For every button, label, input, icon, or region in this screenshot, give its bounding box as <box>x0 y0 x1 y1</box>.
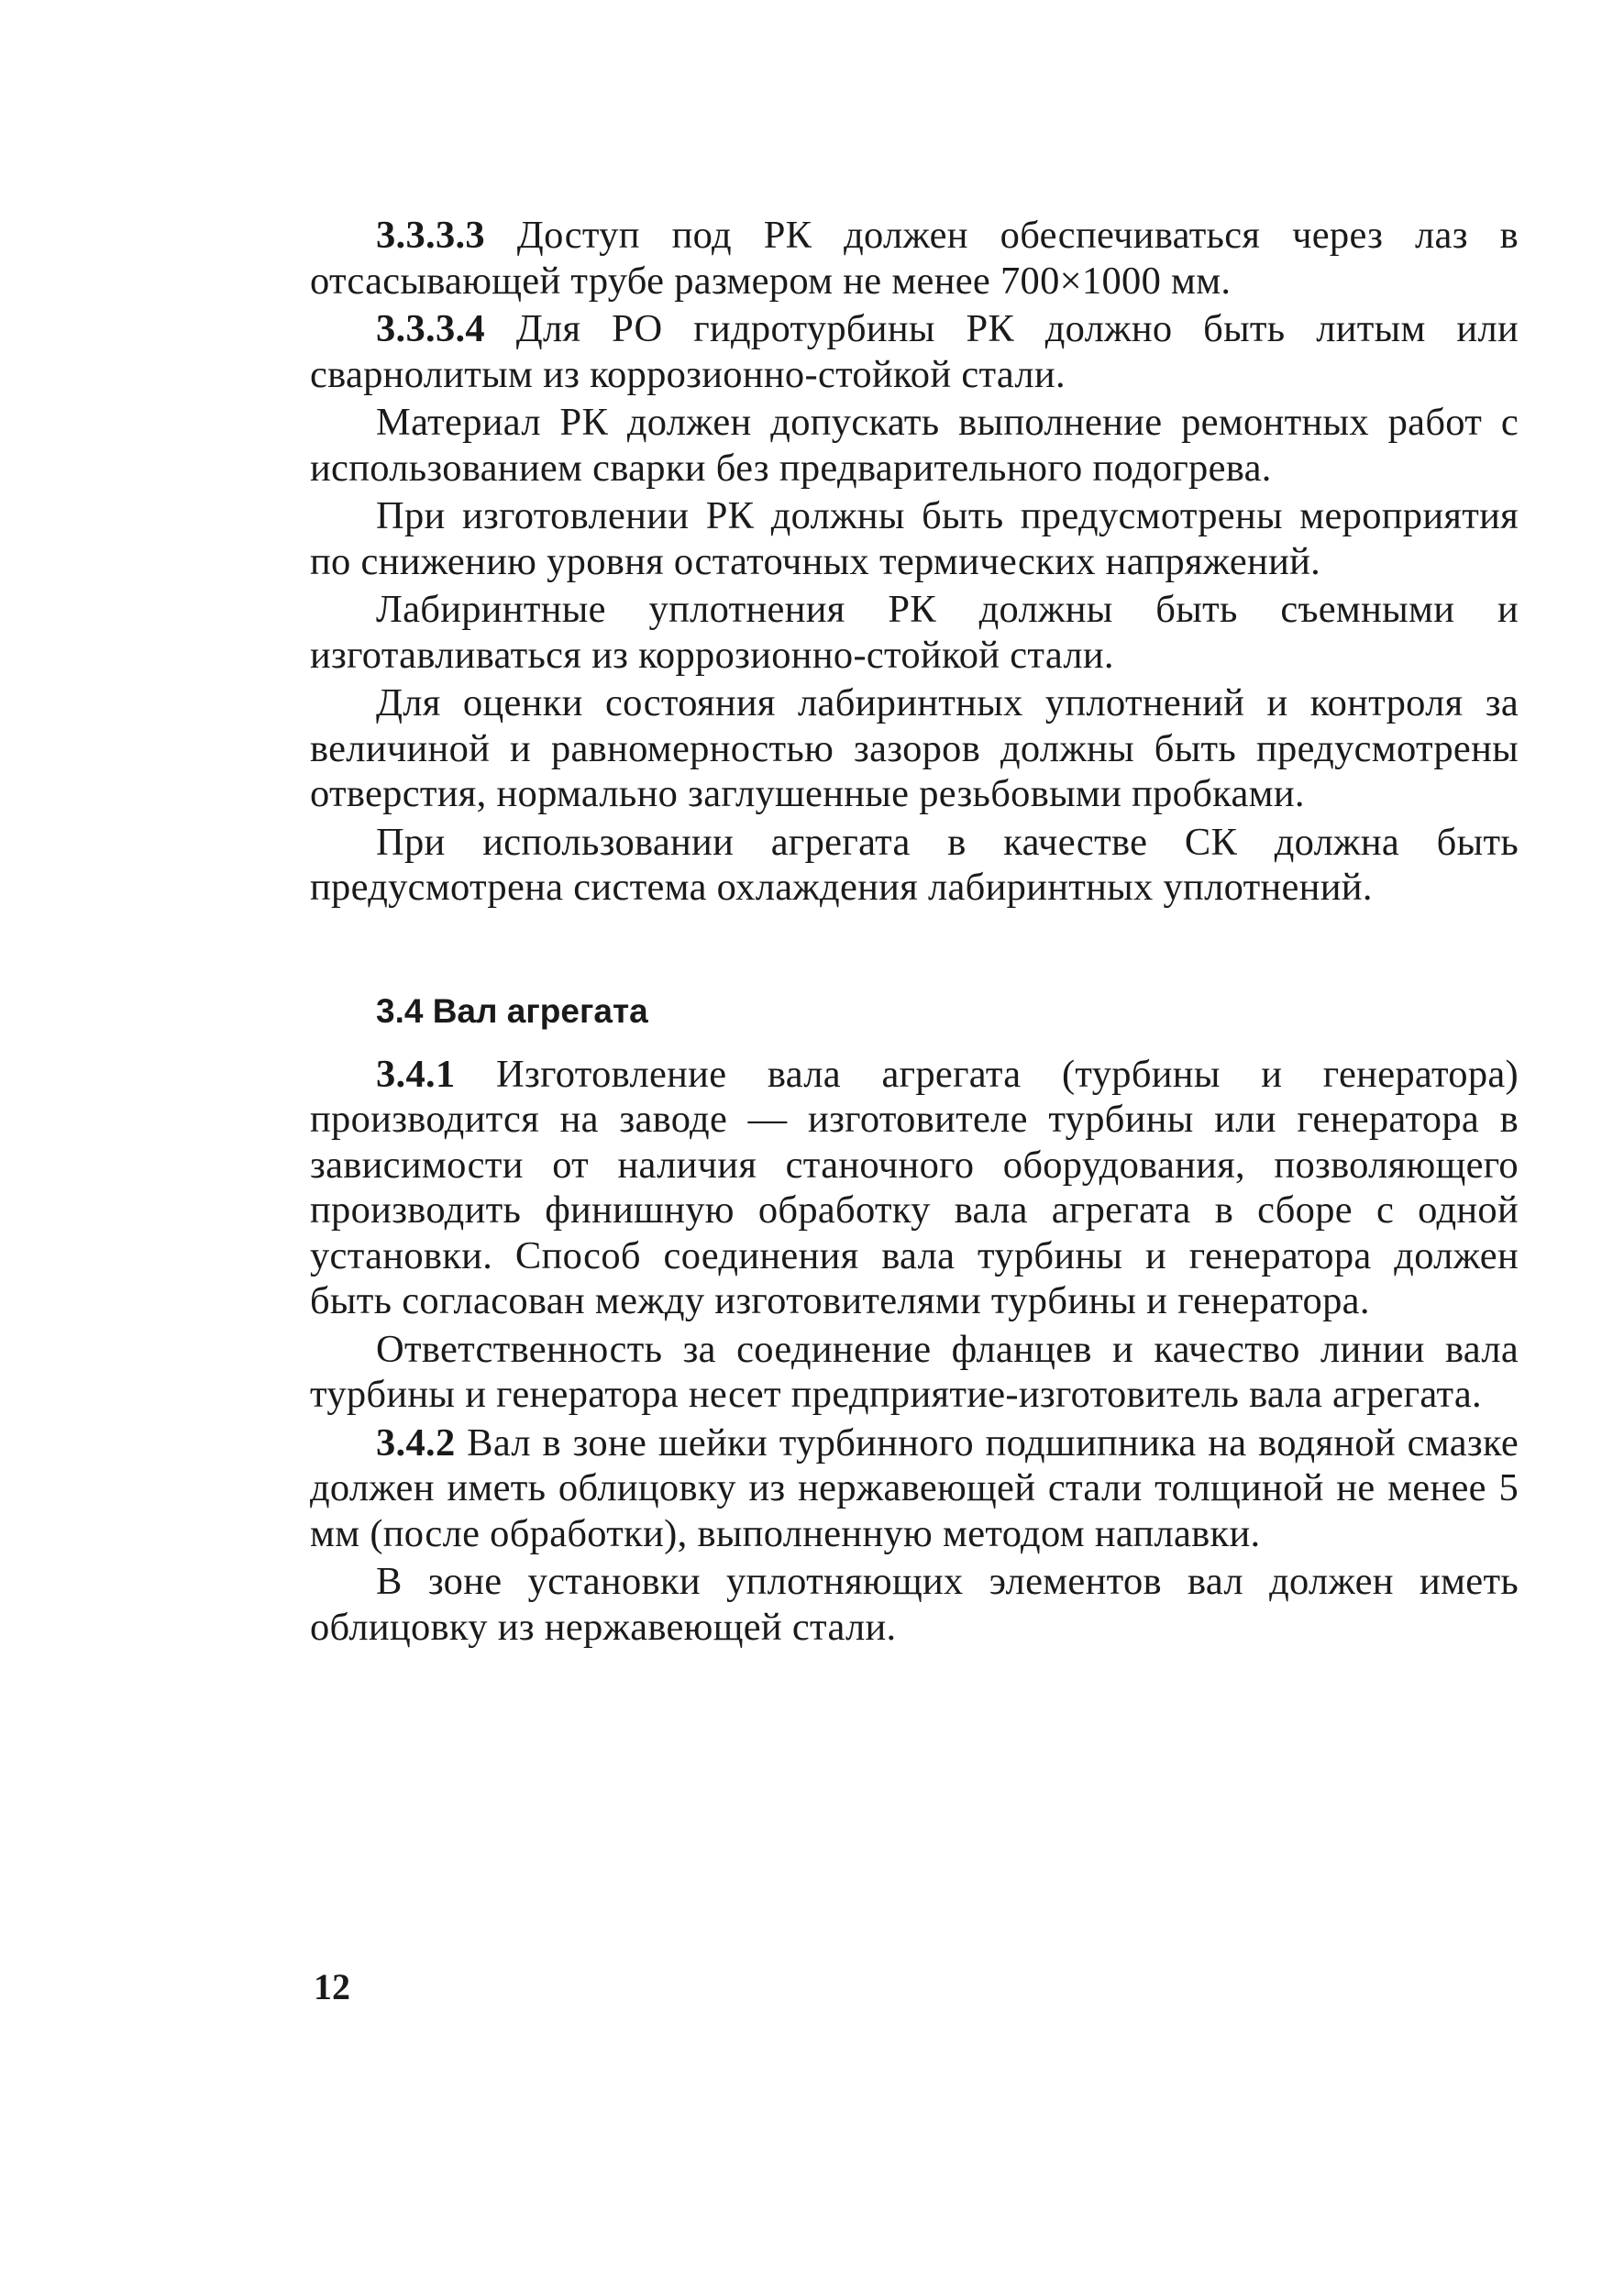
paragraph-text: Доступ под РК должен обеспечиваться через лаз в отсасывающей трубе размером не менее 700×1000 мм. <box>310 214 1519 303</box>
clause-number: 3.3.3.3 <box>376 214 485 257</box>
clause-number: 3.4.1 <box>376 1052 456 1096</box>
paragraph-seal-cooling: При использовании агрегата в качестве СК должна быть предусмотрена система охлаждения лабиринтных уплотнений. <box>310 820 1519 909</box>
paragraph-3-4-2 <box>310 1420 1519 1557</box>
paragraph-3-3-3-4 <box>310 306 1519 397</box>
section-heading-block <box>310 989 1519 1033</box>
paragraph-labyrinth-seals: Лабиринтные уплотнения РК должны быть съемными и изготавливаться из коррозионно-стойкой стали. <box>310 588 1519 677</box>
paragraph-seal-zone-cladding: В зоне установки уплотняющих элементов вал должен иметь облицовку из нержавеющей стали. <box>310 1560 1519 1649</box>
page-number: 12 <box>314 1966 350 2007</box>
paragraph-flange-responsibility: Ответственность за соединение фланцев и качество линии вала турбины и генератора несет предприятие-изготовитель вала агрегата. <box>310 1327 1519 1416</box>
paragraph-text: Для РО гидротурбины РК должно быть литым или сварнолитым из коррозионно-стойкой стали. <box>310 307 1519 396</box>
clause-number: 3.4.2 <box>376 1420 456 1465</box>
paragraph-text: Изготовление вала агрегата (турбины и генератора) производится на заводе — изготовителе турбины или генератора в зависимости от наличия станочного оборудования, позволяющего производить финишную обработку вала агрегата в сборе с одной установки. Способ соединения вала турбины и генератора должен быть согласован между изготовителями турбины и генератора. <box>310 1052 1519 1322</box>
paragraph-text: Вал в зоне шейки турбинного подшипника на водяной смазке должен иметь облицовку из нержавеющей стали толщиной не менее 5 мм (после обработки), выполненную методом наплавки. <box>310 1420 1519 1555</box>
section-heading: 3.4 Вал агрегата <box>376 991 648 1030</box>
paragraph-3-4-1 <box>310 1052 1519 1324</box>
paragraph-rk-manufacturing: При изготовлении РК должны быть предусмотрены мероприятия по снижению уровня остаточных термических напряжений. <box>310 494 1519 583</box>
paragraph-seal-inspection: Для оценки состояния лабиринтных уплотнений и контроля за величиной и равномерностью зазоров должны быть предусмотрены отверстия, нормально заглушенные резьбовыми пробками. <box>310 681 1519 815</box>
paragraph-3-3-3-3 <box>310 213 1519 304</box>
paragraph-rk-material: Материал РК должен допускать выполнение ремонтных работ с использованием сварки без предварительного подогрева. <box>310 401 1519 490</box>
page-body <box>310 213 1519 1650</box>
clause-number: 3.3.3.4 <box>376 307 485 350</box>
